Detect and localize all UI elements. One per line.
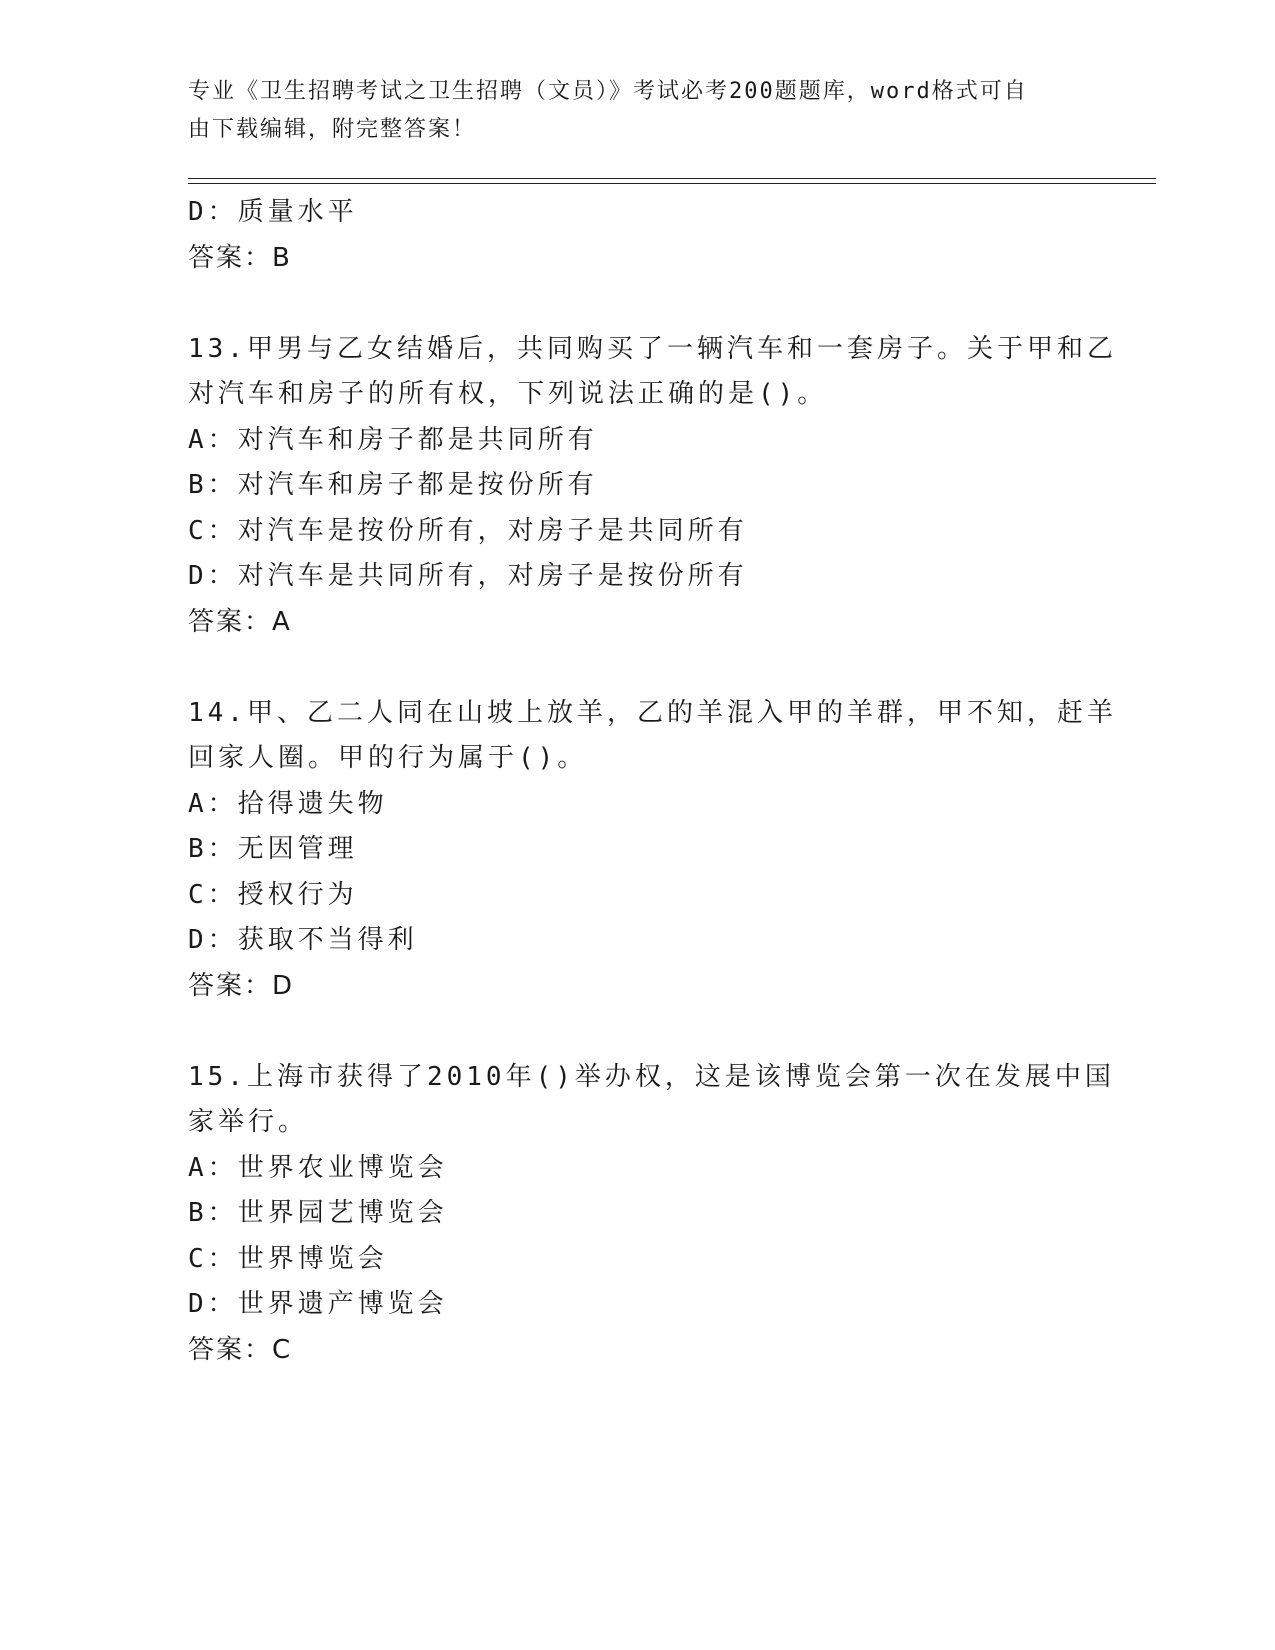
question-13-option-d: D：对汽车是共同所有，对房子是按份所有 — [188, 561, 748, 591]
question-14-option-d: D：获取不当得利 — [188, 925, 418, 955]
question-14-option-a: A：拾得遗失物 — [188, 788, 388, 819]
question-14-option-b: B：无因管理 — [188, 834, 358, 864]
question-14-answer: 答案：D — [188, 970, 295, 1001]
question-15-stem-line-2: 家举行。 — [188, 1107, 309, 1137]
header-line-1: 专业《卫生招聘考试之卫生招聘（文员）》考试必考200题题库，word格式可自 — [188, 79, 1028, 104]
question-15-option-d: D：世界遗产博览会 — [188, 1289, 448, 1319]
question-13-option-c: C：对汽车是按份所有，对房子是共同所有 — [188, 515, 748, 546]
spacer — [188, 645, 1088, 691]
question-15-option-c: C：世界博览会 — [188, 1243, 388, 1274]
header-divider-bottom — [188, 183, 1156, 184]
document-body — [188, 190, 1117, 1373]
question-14-stem-line-1: 14.甲、乙二人同在山坡上放羊，乙的羊混入甲的羊群，甲不知，赶羊 — [188, 697, 1117, 728]
question-13-stem-line-1: 13.甲男与乙女结婚后，共同购买了一辆汽车和一套房子。关于甲和乙 — [188, 333, 1117, 364]
document-header — [188, 73, 1068, 149]
spacer — [188, 281, 1088, 327]
question-block-13 — [188, 327, 1117, 646]
question-block-15 — [188, 1055, 1115, 1374]
question-13-stem-line-2: 对汽车和房子的所有权，下列说法正确的是()。 — [188, 379, 828, 409]
question-13-answer: 答案：A — [188, 606, 292, 637]
question-15-answer: 答案：C — [188, 1334, 293, 1365]
header-divider-top — [188, 178, 1156, 179]
spacer — [188, 1009, 1088, 1055]
question-14-stem-line-2: 回家人圈。甲的行为属于()。 — [188, 743, 588, 773]
question-15-option-a: A：世界农业博览会 — [188, 1152, 448, 1183]
question-block-14 — [188, 691, 1117, 1010]
question-13-option-a: A：对汽车和房子都是共同所有 — [188, 424, 598, 455]
answer-prev: 答案：B — [188, 242, 292, 273]
question-14-option-c: C：授权行为 — [188, 879, 358, 910]
option-d-prev: D：质量水平 — [188, 197, 358, 227]
header-line-2: 由下载编辑，附完整答案！ — [188, 117, 477, 142]
question-13-option-b: B：对汽车和房子都是按份所有 — [188, 470, 598, 500]
question-15-stem-line-1: 15.上海市获得了2010年()举办权，这是该博览会第一次在发展中国 — [188, 1061, 1115, 1092]
question-15-option-b: B：世界园艺博览会 — [188, 1198, 448, 1228]
